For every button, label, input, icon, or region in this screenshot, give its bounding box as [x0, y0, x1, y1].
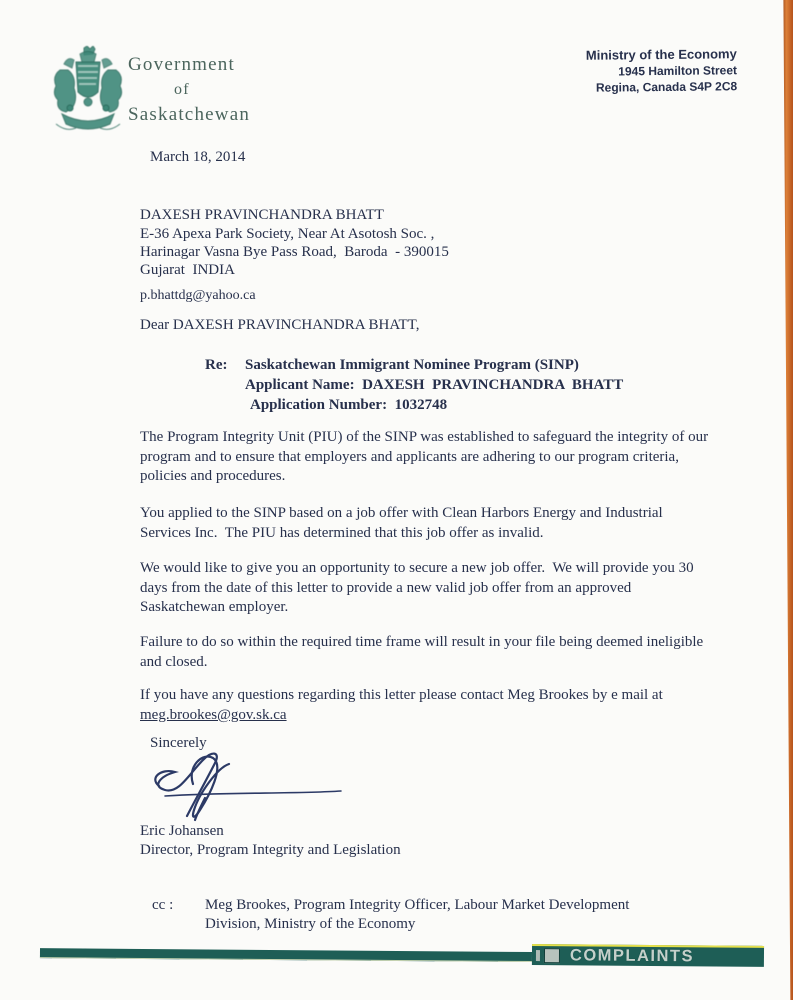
contact-email-link[interactable]: meg.brookes@gov.sk.ca [140, 707, 287, 723]
signer-name: Eric Johansen [140, 823, 224, 839]
paragraph-5: If you have any questions regarding this letter please contact Meg Brookes by e mail at [140, 687, 663, 703]
recipient-name: DAXESH PRAVINCHANDRA BHATT [140, 207, 384, 223]
watermark-tick-icon [536, 950, 540, 961]
cc-label: cc : [152, 897, 174, 913]
gov-line-3: Saskatchewan [128, 104, 251, 125]
recipient-address-2: Harinagar Vasna Bye Pass Road, Baroda - 390015 [140, 244, 449, 260]
watermark-bar-line [40, 948, 532, 962]
ministry-city: Regina, Canada S4P 2C8 [595, 79, 738, 95]
re-line-2: Applicant Name: DAXESH PRAVINCHANDRA BHATT [245, 377, 624, 393]
re-line-3: Application Number: 1032748 [250, 397, 448, 413]
recipient-address-1: E-36 Apexa Park Society, Near At Asotosh Soc. , [140, 226, 435, 242]
watermark-bar [40, 935, 764, 967]
watermark-logo-block [532, 944, 764, 967]
government-wordmark [128, 52, 250, 127]
re-line-1: Saskatchewan Immigrant Nominee Program (SINP) [245, 357, 579, 373]
cc-line-2: Division, Ministry of the Economy [205, 916, 416, 932]
salutation: Dear DAXESH PRAVINCHANDRA BHATT, [140, 317, 420, 333]
cc-line-1: Meg Brookes, Program Integrity Officer, Labour Market Development [205, 897, 630, 913]
watermark-text: COMPLAINTS [569, 946, 695, 966]
paragraph-3: We would like to give you an opportunity to secure a new job offer. We will provide you 30 days from the date of this letter to provide a new valid job offer from an approved Saskatchewan employer. [140, 560, 698, 615]
paragraph-4: Failure to do so within the required time frame will result in your file being deemed ineligible and closed. [140, 634, 707, 670]
saskatchewan-crest-icon [50, 46, 126, 138]
recipient-email: p.bhattdg@yahoo.ca [140, 288, 256, 303]
re-label: Re: [205, 357, 228, 373]
ministry-name: Ministry of the Economy [585, 46, 737, 63]
paragraph-1: The Program Integrity Unit (PIU) of the SINP was established to safeguard the integrity of our program and to ensure that employers and applicants are adhering to our program criteria, policies and procedures. [140, 429, 712, 484]
signature-scribble [145, 748, 355, 823]
watermark-square-icon [544, 948, 560, 963]
ministry-address-block [586, 45, 737, 96]
gov-line-1: Government [128, 54, 235, 75]
closing: Sincerely [150, 735, 207, 751]
gov-line-2: of [174, 81, 190, 98]
scan-edge-artifact [781, 0, 793, 1000]
paragraph-2: You applied to the SINP based on a job offer with Clean Harbors Energy and Industrial Services Inc. The PIU has determined that this job offer as invalid. [140, 505, 667, 541]
letter-date: March 18, 2014 [150, 149, 246, 165]
signer-title: Director, Program Integrity and Legislation [140, 842, 401, 858]
ministry-street: 1945 Hamilton Street [618, 63, 738, 79]
recipient-address-3: Gujarat INDIA [140, 262, 235, 278]
